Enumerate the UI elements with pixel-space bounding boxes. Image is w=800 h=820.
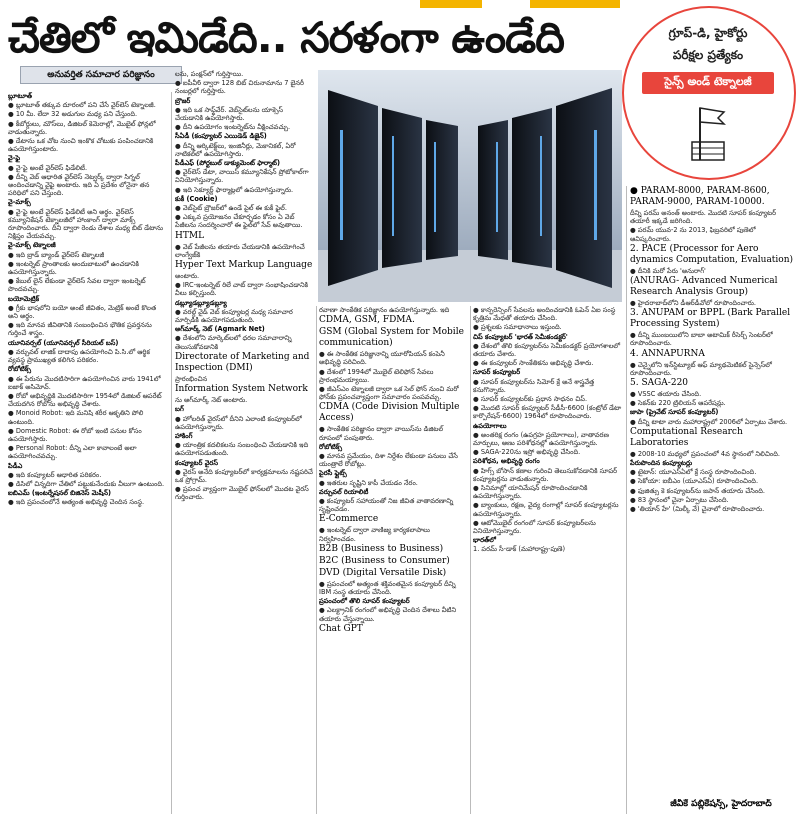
paragraph: ● దేశంలోని మార్కెట్‌లలో ధరల సమాచారాన్ని తెలుసుకోవడానికి bbox=[175, 334, 292, 351]
paragraph: ● కేబుల్ లైన్ లేకుండా వైర్‌లెస్ సేవల ద్వారా ఇంటర్నెట్ పొందవచ్చు. bbox=[8, 277, 146, 294]
english-term: 5. SAGA-220 bbox=[630, 378, 689, 389]
paragraph: ● 83 స్థానంలో చైనా ఏర్పాటు చేసింది. bbox=[630, 495, 729, 504]
paragraph: ● దీన్ని ముంబయిలోని బాబా అటామిక్ రీసెర్చ్ సెంటర్‌లో రూపొందించారు. bbox=[630, 331, 773, 348]
paragraph: ● కీబోర్డులు, మౌస్‌లు, డిజిటల్ కెమెరాల్లో, మొబైల్ ఫోన్లలో వాడుతున్నారు. bbox=[8, 119, 156, 136]
paragraph: ● SAGA-220ను ఇస్రో అభివృద్ధి చేసింది. bbox=[473, 448, 581, 457]
section-heading: వర్చువల్ రియాలిటీ bbox=[319, 487, 369, 496]
section-heading: ప్రపంచంలో తొలి సూపర్ కంప్యూటర్ bbox=[319, 597, 410, 606]
paragraph: ● అంతరిక్ష రంగం (ఉపగ్రహ ప్రయోగాలు), వాతావరణ మార్పులు, అణు పరిశోధనల్లో ఉపయోగిస్తున్నారు. bbox=[473, 430, 609, 448]
section-heading: సీఏడీ (కంప్యూటర్ ఎయిడెడ్ డిజైన్) bbox=[175, 132, 267, 141]
section-heading: కుకీ (Cookie) bbox=[175, 194, 218, 203]
badge-line-2: పరీక్షల ప్రత్యేకం bbox=[672, 48, 744, 62]
paragraph: ● వరల్డ్ వైడ్ వెబ్ కంప్యూటర్ల మధ్య సమాచార మార్పిడికి ఉపయోగపడుతుంది. bbox=[175, 307, 293, 325]
english-term: DVD (Digital Versatile Disk) bbox=[319, 567, 447, 578]
paragraph: ● వైర్‌లెస్ డేటా, వాయిస్ కమ్యూనికేషన్ ప్రోటోకాల్‌గా వినియోగిస్తున్నారు. bbox=[175, 168, 309, 185]
paragraph: ● హిగ్స్ బోసాన్ కణాల గురించి తెలుసుకోవడానికి సూపర్ కంప్యూటర్లను వాడుతున్నారు. bbox=[473, 466, 618, 483]
paragraph: ● 10 మీ. లేదా 32 అడుగుల మధ్య పని చేస్తుంది. bbox=[8, 110, 138, 119]
paragraph: రవాణా సాంకేతిక పరిజ్ఞానం ఉపయోగిస్తున్నారు. ఇది bbox=[319, 306, 450, 314]
paragraph: ● ఇంటర్నెట్ ప్రాంతాలకు అందుబాటులో ఉంచడానికి ఉపయోగిస్తున్నారు. bbox=[8, 259, 139, 277]
english-term: E-Commerce bbox=[319, 514, 379, 525]
column-divider bbox=[470, 306, 471, 814]
english-term: ● PARAM-8000, PARAM-8600, PARAM-9000, PARAM-10000. bbox=[630, 186, 770, 207]
english-term: Chat GPT bbox=[319, 623, 363, 634]
paragraph: ● ఇది కంప్యూటర్ ఆధారిత పరికరం. bbox=[8, 470, 102, 479]
paragraph: ● ఈ పేరును మొదటిసారిగా ఉపయోగించిన వారు 1941లో ఐజాక్ అసిమోవ్. bbox=[8, 374, 161, 391]
paragraph: ● వైరస్ అనేది కంప్యూటర్‌లో కార్యక్రమాలను నష్టపరిచే ఒక ప్రోగ్రామ్. bbox=[175, 467, 313, 484]
paragraph: ● సాంకేతిక పరిజ్ఞానం ద్వారా వాయిస్‌ను డిజిటల్ రూపంలో పంపుతారు. bbox=[319, 425, 444, 442]
paragraph: ● ప్రశ్నలకు సమాధానాలు ఇస్తుంది. bbox=[473, 323, 562, 332]
section-heading: జాపా (ప్రైవేట్ సూపర్ కంప్యూటర్) bbox=[630, 408, 719, 417]
paragraph: ● ఆటోమొబైల్ రంగంలో సూపర్ కంప్యూటర్‌లను వినియోగిస్తున్నారు. bbox=[473, 518, 596, 536]
paragraph: ● పరమ్ యువ-2 ను 2013, ఫిబ్రవరిలో పుణెలో ఆవిష్కరించారు. bbox=[630, 226, 756, 243]
paragraph: ● దీన్ని ఆర్కిటెక్ట్‌లు, ఇంజినీర్లు, మెకానికల్, ఏరో నాటికల్‌లో ఉపయోగిస్తారు. bbox=[175, 141, 296, 158]
paragraph: ● ఐపీవీ6 ద్వారా 128 బిట్ చిరునామాను 7 బైనరీ నంబర్లలో గుర్తిస్తారు. bbox=[175, 79, 304, 96]
paragraph: ● IRC-ఇంటర్నెట్ రిలే చాట్ ద్వారా సంభాషించడానికి వీలు కల్పిస్తుంది. bbox=[175, 281, 309, 298]
section-heading: వై-ఫై bbox=[8, 154, 21, 163]
paragraph: ● వై-ఫై అంటే వైర్‌లెస్ ఫిడేలిటీ. bbox=[8, 163, 88, 172]
section-heading: డబ్ల్యూడబ్ల్యూడబ్ల్యూ bbox=[175, 298, 227, 307]
supercomputer-photo bbox=[318, 70, 622, 302]
english-term: CDMA (Code Division Multiple Access) bbox=[319, 402, 460, 424]
text-column-2 bbox=[175, 70, 313, 814]
section-heading: బగ్ bbox=[175, 405, 184, 414]
english-term: CDMA, GSM, FDMA. bbox=[319, 315, 415, 326]
paragraph: ● సెకన్‌కు 220 ట్రిలియన్ ఆపరేషన్లు. bbox=[630, 399, 726, 408]
server-racks-image bbox=[318, 70, 622, 302]
paragraph: ● దీన్ని వెబ్ ఆధారిత వైర్‌లెస్ నెట్వర్క్ ద్వారా సిగ్నల్ అందించడాన్ని వైఫై అంటారు. ఇది ఏ ప్రదేశం లోనైనా తన పరిధిలో పని చేస్తుంది. bbox=[8, 172, 150, 198]
paragraph: ● దేశంలో 1994లో మొబైల్ టెలిఫోన్ సేవలు ప్రారంభమయ్యాయి. bbox=[319, 367, 434, 384]
paragraph: ● చెన్నైలోని ఇన్‌స్టిట్యూట్ ఆఫ్ మ్యాథమెటికల్ సైన్సెస్‌లో రూపొందించారు. bbox=[630, 360, 772, 377]
paragraph: ● ఇది బ్రాడ్ బ్యాండ్ వైర్‌లెస్ టెక్నాలజీ bbox=[8, 250, 105, 259]
flag-book-icon bbox=[682, 102, 738, 168]
paragraph: లను, పంక్షన్‌లో గుర్తిస్తాయి. bbox=[175, 70, 244, 78]
section-heading: పిడీఎ bbox=[8, 461, 23, 470]
section-heading: పేరుపొందిన కంప్యూటర్లు bbox=[630, 459, 693, 468]
text-column-4 bbox=[473, 306, 623, 814]
section-heading: వై-మాక్స్ టెక్నాలజీ bbox=[8, 241, 56, 250]
paragraph: ● రోబో అభివృద్ధికి మొదటిసారిగా 1954లో డిజిటల్ ఆపరేట్ చేయదగిన రోబోను అభివృద్ధి చేశారు. bbox=[8, 391, 162, 409]
section-heading: వై-మాక్స్ bbox=[8, 198, 31, 207]
section-heading: చిప్ కంప్యూటర్ 'భారత్ సెమీకండక్టర్' bbox=[473, 332, 568, 341]
section-heading: యూనివర్సల్ (యూనివర్సల్ సీరియల్ బస్) bbox=[8, 338, 119, 347]
section-heading: సూపర్ కంప్యూటర్ bbox=[473, 368, 521, 377]
paragraph: ● కాన్ఫరెన్సింగ్ సేవలను అందించడానికి ఓపెన్ ఏఐ సంస్థ కృత్రిమ మేధతో తయారు చేసింది. bbox=[473, 306, 616, 323]
section-heading: కంప్యూటర్ వైరస్ bbox=[175, 458, 218, 467]
section-heading: బయోమెట్రిక్ bbox=[8, 294, 40, 303]
paragraph: ● వై-ఫై అంటే వైర్‌లెస్ ఫిడేలిటీ అని అర్థం. వైర్‌లెస్ కమ్యూనికేషన్ టెక్నాలజీలో హాంకాంగ్ ద్వారా మాక్స్ రూపొందించారు. దీని ద్వారా రెండు దేశాల మధ్య బిట్ డేటాను నిక్షిప్తం చేయవచ్చు. bbox=[8, 207, 163, 241]
paragraph: ● ఇది ప్రపంచంలోనే అత్యంత అభివృద్ధి చెందిన సంస్థ. bbox=[8, 498, 145, 507]
paragraph: ● వెబ్ పేజీలను తయారు చేయడానికి ఉపయోగించే లాంగ్వేజ్‌కి bbox=[175, 242, 305, 259]
paragraph: ● ఈ సాంకేతిక పరిజ్ఞానాన్ని యూరోపియన్ కంపెనీ అభివృద్ధి పరిచింది. bbox=[319, 350, 445, 367]
paragraph: ● హైదరాబాద్‌లోని డీఆర్‌డీవోలో రూపొందించారు. bbox=[630, 299, 756, 308]
paragraph: ● సూపర్ కంప్యూటర్‌కు ప్రధాన సాధనం చిప్. bbox=[473, 395, 588, 404]
english-term: 2. PACE (Processor for Aero dynamics Computation, Evaluation) bbox=[630, 243, 794, 265]
paragraph: ● డేటాను ఒక చోట నుంచి ఇంకొక చోటుకు పంపించడానికి ఉపయోగిస్తుంటారు. bbox=[8, 137, 154, 154]
english-term: 4. ANNAPURNA bbox=[630, 348, 705, 359]
text-column-5 bbox=[630, 186, 796, 796]
paragraph: దీన్ని పరమ్ అనంత్ అంటారు. మొదటి సూపర్ కంప్యూటర్ తయారీ ఇక్కడే జరిగింది. bbox=[630, 209, 777, 226]
section-heading: బ్రౌజర్ bbox=[175, 96, 191, 105]
paragraph: ● ఇంటర్నెట్ ద్వారా వాణిజ్య కార్యకలాపాలు నిర్వహించడం. bbox=[319, 526, 430, 543]
english-term: Directorate of Marketing and Inspection (DMI) bbox=[175, 351, 310, 373]
paragraph: ● ఈ కంప్యూటర్ సాంకేతికను అభివృద్ధి చేశారు. bbox=[473, 359, 594, 368]
paragraph: ● టైటాన్: యూఎస్‌ఏలో క్రే సంస్థ రూపొందించింది. bbox=[630, 468, 757, 477]
paragraph: ● సినిమాల్లో యానిమేషన్ రూపొందించడానికి ఉపయోగిస్తున్నారు. bbox=[473, 484, 588, 501]
section-heading: రోబోటిక్స్ bbox=[319, 442, 342, 451]
paragraph: ● ప్రపంచంలో అత్యంత శక్తివంతమైన కంప్యూటర్ దీన్ని IBM సంస్థ తయారు చేసింది. bbox=[319, 579, 456, 597]
paragraph: ● VSSC తయారు చేసింది. bbox=[630, 390, 702, 399]
paragraph: ● వర్చువల్ లాజిక్ దాదాపు ఉపయోగించి పి.సి.లో ఆర్థిక వ్యవస్థ ప్రాముఖ్యత కలిగిన పరికరం. bbox=[8, 347, 150, 365]
paragraph: ప్రారంభించిన bbox=[175, 374, 208, 383]
text-column-3 bbox=[319, 306, 467, 814]
section-heading: పైరసీ ఫ్లైట్స్ bbox=[319, 469, 347, 478]
paragraph: ● 'తియాన్ హే' (మిల్కీ వే) చైనాలో రూపొందించారు. bbox=[630, 505, 765, 514]
english-term: Computational Research Laboratories bbox=[630, 426, 743, 448]
topic-badge bbox=[622, 6, 796, 180]
paragraph: 1. పరమ్ సీ-డాక్ (మహారాష్ట్ర-పుణె) bbox=[473, 545, 566, 554]
english-term: GSM (Global System for Mobile communication) bbox=[319, 327, 464, 349]
column-divider bbox=[626, 186, 627, 814]
paragraph: ● హోలరిత్ వైరస్‌లో దీనిని ఎలాంటి కంప్యూటర్‌లో ఉపయోగిస్తున్నారు. bbox=[175, 414, 302, 431]
paragraph: ● బ్యాంకులు, రక్షణ, వైద్య రంగాల్లో సూపర్ కంప్యూటర్లను ఉపయోగిస్తున్నారు. bbox=[473, 501, 619, 518]
paragraph: ● దీని ఉపయోగం ఇంటర్నెట్‌ను వీక్షించవచ్చు. bbox=[175, 123, 291, 132]
paragraph: ● Monoid Robot: ఇది మనిషి శరీర ఆకృతిని పోలి ఉంటుంది. bbox=[8, 409, 144, 426]
paragraph: ● Domestic Robot: ఈ రోబో ఇంటి పనుల కోసం ఉపయోగిస్తారు. bbox=[8, 426, 142, 443]
accent-block bbox=[530, 0, 620, 8]
section-heading: భారత్‌లో bbox=[473, 536, 496, 545]
paragraph: ● యాంత్రిక కదలికలను సంబంధించి చేయడానికి ఇది ఉపయోగపడుతుంది. bbox=[175, 441, 309, 458]
section-heading: పరిశోధన, అభివృద్ధి రంగం bbox=[473, 457, 540, 466]
section-heading: హాకింగ్ bbox=[175, 431, 193, 440]
top-accent-bar bbox=[0, 0, 800, 8]
paragraph: ● దేశంలో తొలి కంప్యూటర్‌ను సెమీకండక్టర్ ప్రయోగశాలలో తయారు చేశారు. bbox=[473, 341, 621, 359]
english-term: B2C (Business to Consumer) bbox=[319, 555, 450, 566]
publisher-footer: జీవీకే పబ్లికేషన్స్, హైదరాబాద్ bbox=[670, 799, 772, 809]
section-heading: రోబోటిక్స్ bbox=[8, 365, 31, 374]
section-heading: అగ్‌మార్క్ నెట్ (Agmark Net) bbox=[175, 325, 265, 334]
paragraph: ● మానవ ప్రమేయం, దిశా నిర్దేశం లేకుండా పనులు చేసే యంత్రాలే రోబోట్లు. bbox=[319, 452, 458, 469]
paragraph: ● డిసిలో చిన్నదిగా చేతిలో పట్టుకునేందుకు వీలుగా ఉంటుంది. bbox=[8, 479, 165, 488]
headline: చేతిలో ఇమిడేది.. సరళంగా ఉండేది bbox=[8, 13, 564, 62]
badge-line-1: గ్రూప్-డి, హైకోర్టు bbox=[668, 26, 748, 40]
paragraph: ● వెబ్‌సైట్ బ్రౌజర్‌లో ఉండే పైల్ ఈ కుకీ ఫైల్. bbox=[175, 204, 287, 213]
paragraph: ● ఎలక్ట్రానిక్ రంగంలో అభివృద్ధి చెందిన దేశాలు వీటిని తయారు చేస్తున్నాయి. bbox=[319, 606, 457, 623]
paragraph: ● ప్రపంచ వ్యాప్తంగా మొబైల్ ఫోన్‌లలో మొదట వైరస్ గుర్తించారు. bbox=[175, 485, 309, 502]
paragraph: అంటారు. bbox=[175, 272, 200, 281]
accent-block bbox=[420, 0, 482, 8]
byline: అనువర్తిత సమాచార పరిజ్ఞానం bbox=[20, 66, 182, 84]
english-term: B2B (Business to Business) bbox=[319, 543, 444, 554]
section-heading: ఐబిఎమ్ (ఇంటర్నేషనల్ బిజినెస్ మెషీన్) bbox=[8, 489, 111, 498]
paragraph: ● ఫుజిత్సు కె కంప్యూటర్‌ను జపాన్ తయారు చేసింది. bbox=[630, 486, 765, 495]
paragraph: ● ఇతరుల సృష్టిని కాపీ చేయడం నేరం. bbox=[319, 478, 418, 487]
paragraph: ● ఇది సెక్యూర్డ్ ఫార్మాట్లలో ఉపయోగిస్తున్నారు. bbox=[175, 185, 294, 194]
paragraph: ● ఇది మానవ జీవితానికి సంబంధించిన భౌతిక ప్రవర్తనను గుర్తించే శాస్త్రం. bbox=[8, 321, 152, 338]
paragraph: ● దీనికి మరో పేరు 'అనురాగ్' bbox=[630, 266, 706, 275]
english-term: Information System Network bbox=[175, 384, 308, 395]
badge-line-3: సైన్స్ అండ్ టెక్నాలజీ bbox=[642, 72, 774, 94]
english-term: 3. ANUPAM or BPPL (Bark Parallel Processing System) bbox=[630, 308, 791, 330]
english-term: (ANURAG- Advanced Numerical Research Analysis Group) bbox=[630, 276, 778, 298]
section-heading: పీడీఎఫ్ (పోర్టబుల్ డాక్యుమెంట్ ఫార్మాట్) bbox=[175, 159, 280, 168]
paragraph: ● సెకోయా: ఐబీఎం (యూఎస్ఏ) రూపొందించింది. bbox=[630, 477, 759, 486]
paragraph: ● బ్లూటూత్ తక్కువ దూరంలో పని చేసే వైర్‌లెస్ టెక్నాలజీ. bbox=[8, 101, 156, 110]
paragraph: ● గ్రీకు భాషలోని బయో అంటే జీవితం, మెట్రిక్ అంటే కొలత అని అర్థం. bbox=[8, 303, 157, 321]
paragraph: ● జీఎస్ఎం టెక్నాలజీ ద్వారా ఒక సెల్ ఫోన్ నుంచి మరో ఫోన్‌కు ప్రపంచవ్యాప్తంగా సమాచారం పంపవచ్చు. bbox=[319, 385, 459, 402]
paragraph: ● ఎక్కువ ప్రయోజనం చేకూర్చడం కోసం ఏ వెబ్ పేజీలను సందర్శించారో ఈ ఫైల్‌లో సేవ్ అవుతాయి. bbox=[175, 213, 303, 230]
paragraph: ● దీన్ని టాటా వారు మహారాష్ట్రలో 2006లో ఏర్పాటు చేశారు. bbox=[630, 417, 788, 426]
column-divider bbox=[316, 306, 317, 814]
text-column-1 bbox=[8, 92, 168, 814]
paragraph: ● 2008-10 మధ్యలో ప్రపంచంలో 4వ స్థానంలో నిలిచింది. bbox=[630, 449, 780, 458]
paragraph: ● ఇది ఒక సాఫ్ట్‌వేర్. వెబ్‌సైట్‌లను యాక్సెస్ చేయడానికి ఉపయోగిస్తారు. bbox=[175, 105, 283, 123]
paragraph: ● Personal Robot: దీన్ని ఎలా కావాలంటే అలా ఉపయోగించవచ్చు. bbox=[8, 444, 137, 461]
paragraph: ను అగ్‌మార్క్ నెట్ అంటారు. bbox=[175, 396, 248, 405]
section-heading: బ్లూటూత్ bbox=[8, 92, 32, 100]
english-term: HTML bbox=[175, 230, 205, 241]
english-term: Hyper Text Markup Language bbox=[175, 260, 313, 271]
column-divider bbox=[171, 92, 172, 814]
section-heading: ఉపయోగాలు bbox=[473, 421, 507, 430]
paragraph: ● సూపర్ కంప్యూటర్‌ను సిమోర్ క్రే అనే శాస్త్రవేత్త కనుగొన్నారు. bbox=[473, 377, 595, 394]
paragraph: ● కంప్యూటర్ సహాయంతో నిజ జీవిత వాతావరణాన్ని సృష్టించడం. bbox=[319, 497, 454, 514]
paragraph: ● మొదటి సూపర్ కంప్యూటర్ సీడీసీ-6600 (కంట్రోల్ డేటా కార్పొరేషన్-6600) 1964లో రూపొందించారు. bbox=[473, 404, 622, 421]
